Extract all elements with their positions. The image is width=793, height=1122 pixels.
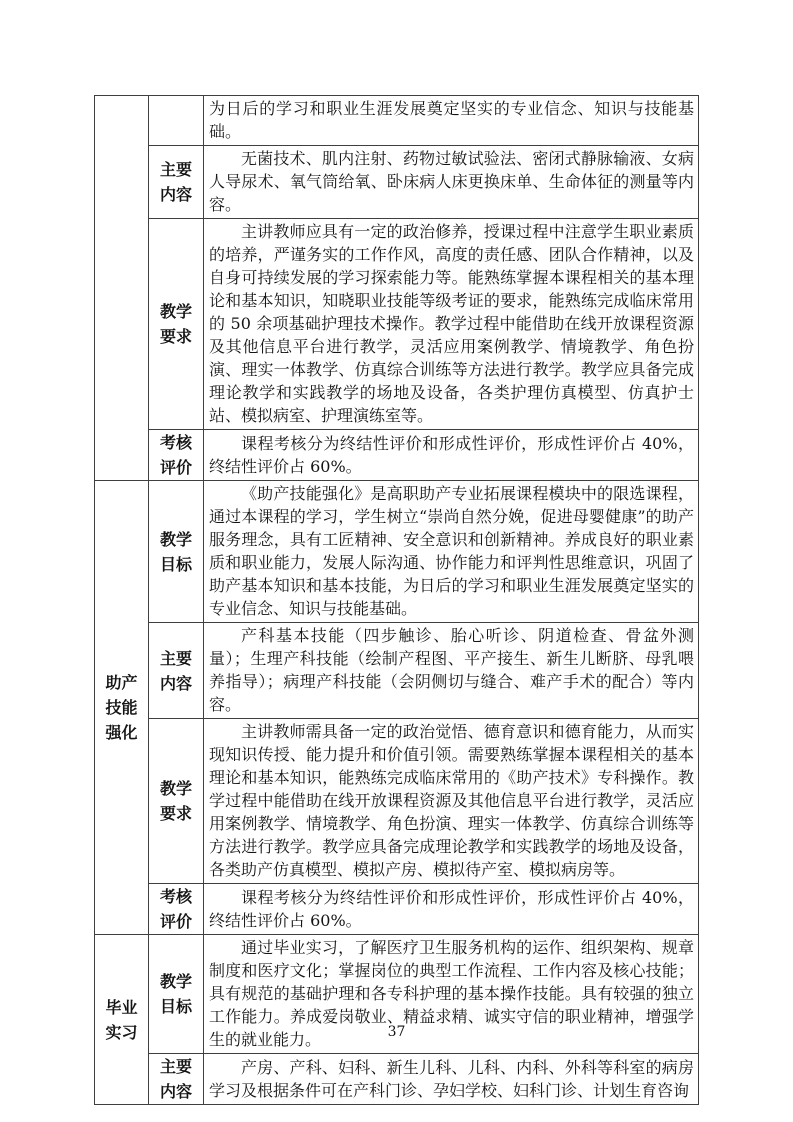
course-label: 毕业实习 (105, 997, 138, 1042)
row-label-main-content: 主要内容 (149, 146, 204, 219)
row-content-carryover: 为日后的学习和职业生涯发展奠定坚实的专业信念、知识与技能基础。 (204, 96, 699, 146)
row-label-empty (149, 96, 204, 146)
row-content-teaching-goals: 《助产技能强化》是高职助产专业拓展课程模块中的限选课程，通过本课程的学习，学生树立“崇尚自然分娩，促进母婴健康”的助产服务理念，具有工匠精神、安全意识和创新精神。养成良好的职业素质和职业能力，发展人际沟通、协作能力和评判性思维意识，巩固了助产基本知识和基本技能，为日后的学习和职业生涯发展奠定坚实的专业信念、知识与技能基础。 (204, 481, 699, 623)
course-label: 助产技能强化 (105, 673, 138, 742)
row-content-teaching-goals: 通过毕业实习，了解医疗卫生服务机构的运作、组织架构、规章制度和医疗文化；掌握岗位的典型工作流程、工作内容及核心技能；具有规范的基础护理和各专科护理的基本操作技能。具有较强的独立工作能力。养成爱岗敬业、精益求精、诚实守信的职业精神，增强学生的就业能力。 (204, 935, 699, 1054)
row-content-teaching-requirements: 主讲教师应具有一定的政治修养，授课过程中注意学生职业素质的培养，严谨务实的工作作风，高度的责任感、团队合作精神，以及自身可持续发展的学习探索能力等。能熟练掌握本课程相关的基本理论和基本知识，知晓职业技能等级考证的要求，能熟练完成临床常用的 50 余项基础护理技术操作。教学过程中能借助在线开放课程资源及其他信息平台进行教学，灵活应用案例教学、情境教学、角色扮演、理实一体教学、仿真综合训练等方法进行教学。教学应具备完成理论教学和实践教学的场地及设备，各类护理仿真模型、仿真护士站、模拟病室、护理演练室等。 (204, 219, 699, 430)
course-cell-continued (95, 96, 149, 481)
row-label-teaching-goals: 教学目标 (149, 935, 204, 1054)
row-content-assessment: 课程考核分为终结性评价和形成性评价，形成性评价占 40%，终结性评价占 60%。 (204, 884, 699, 935)
course-cell-midwifery-skills (95, 481, 149, 935)
table-row (95, 146, 699, 219)
row-content-teaching-requirements: 主讲教师需具备一定的政治觉悟、德育意识和德育能力，从而实现知识传授、能力提升和价值引领。需要熟练掌握本课程相关的基本理论和基本知识，能熟练完成临床常用的《助产技术》专科操作。教学过程中能借助在线开放课程资源及其他信息平台进行教学，灵活应用案例教学、情境教学、角色扮演、理实一体教学、仿真综合训练等方法进行教学。教学应具备完成理论教学和实践教学的场地及设备，各类助产仿真模型、模拟产房、模拟待产室、模拟病房等。 (204, 719, 699, 884)
row-label-teaching-goals: 教学目标 (149, 481, 204, 623)
table-row (95, 623, 699, 719)
table-row (95, 481, 699, 623)
curriculum-table (94, 95, 699, 1105)
table-row (95, 1054, 699, 1105)
table-row (95, 430, 699, 481)
row-content-assessment: 课程考核分为终结性评价和形成性评价，形成性评价占 40%，终结性评价占 60%。 (204, 430, 699, 481)
row-label-assessment: 考核评价 (149, 884, 204, 935)
row-content-main-content: 产科基本技能（四步触诊、胎心听诊、阴道检查、骨盆外测量）；生理产科技能（绘制产程图、平产接生、新生儿断脐、母乳喂养指导）；病理产科技能（会阴侧切与缝合、难产手术的配合）等内容。 (204, 623, 699, 719)
row-content-main-content: 无菌技术、肌内注射、药物过敏试验法、密闭式静脉输液、女病人导尿术、氧气筒给氧、卧床病人床更换床单、生命体征的测量等内容。 (204, 146, 699, 219)
row-label-main-content: 主要内容 (149, 1054, 204, 1105)
table-row (95, 884, 699, 935)
page-number: 37 (387, 1024, 406, 1040)
table-row (95, 96, 699, 146)
course-cell-graduation-internship (95, 935, 149, 1105)
table-row (95, 219, 699, 430)
row-content-main-content: 产房、产科、妇科、新生儿科、儿科、内科、外科等科室的病房学习及根据条件可在产科门诊、孕妇学校、妇科门诊、计划生育咨询 (204, 1054, 699, 1105)
row-label-assessment: 考核评价 (149, 430, 204, 481)
table-row (95, 719, 699, 884)
row-label-main-content: 主要内容 (149, 623, 204, 719)
row-label-teaching-requirements: 教学要求 (149, 719, 204, 884)
row-label-teaching-requirements: 教学要求 (149, 219, 204, 430)
